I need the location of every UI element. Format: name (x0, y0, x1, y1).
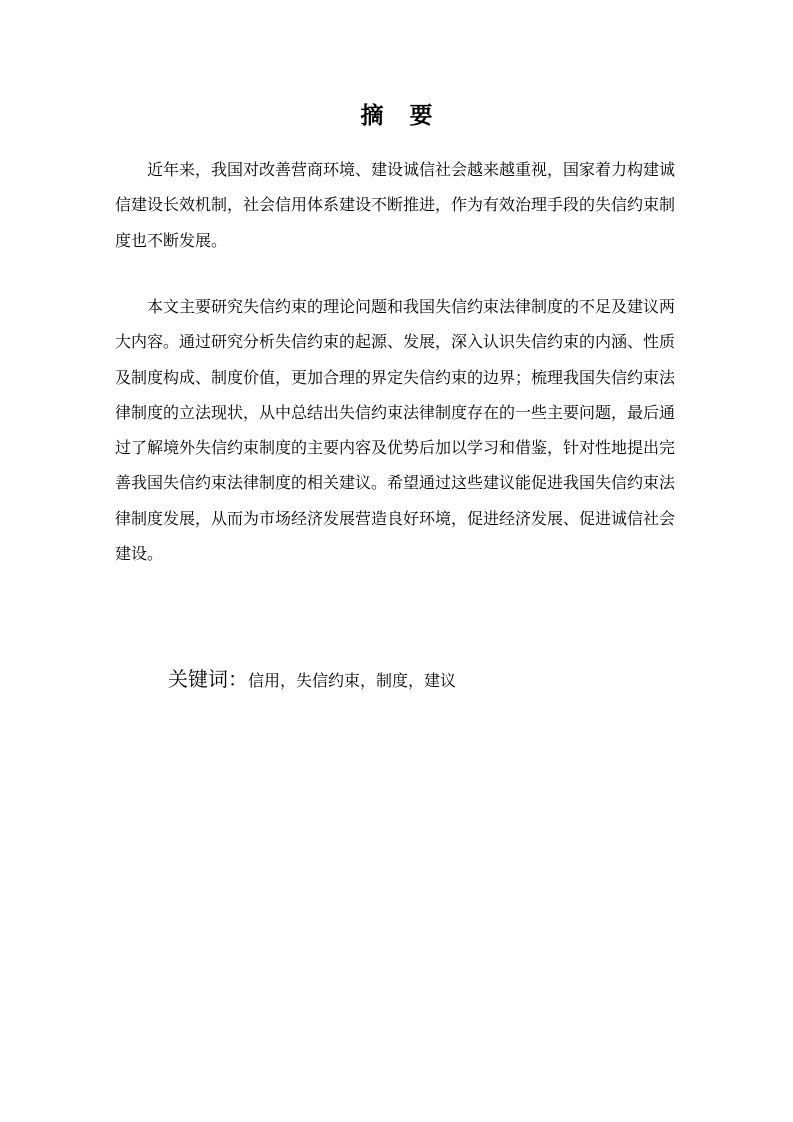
keywords-label: 关键词： (168, 667, 248, 691)
keywords-line (168, 662, 675, 698)
abstract-title: 摘要 (360, 103, 459, 129)
abstract-paragraph-1: 近年来，我国对改善营商环境、建设诚信社会越来越重视，国家着力构建诚信建设长效机制，社会信用体系建设不断推进，作为有效治理手段的失信约束制度也不断发展。 (115, 160, 676, 250)
keywords-text: 信用，失信约束，制度，建议 (248, 671, 457, 690)
abstract-paragraph-2: 本文主要研究失信约束的理论问题和我国失信约束法律制度的不足及建议两大内容。通过研究分析失信约束的起源、发展，深入认识失信约束的内涵、性质及制度构成、制度价值，更加合理的界定失信约束的边界；梳理我国失信约束法律制度的立法现状，从中总结出失信约束法律制度存在的一些主要问题，最后通过了解境外失信约束制度的主要内容及优势后加以学习和借鉴，针对性地提出完善我国失信约束法律制度的相关建议。希望通过这些建议能促进我国失信约束法律制度发展，从而为市场经济发展营造良好环境，促进经济发展、促进诚信社会建设。 (115, 297, 676, 564)
